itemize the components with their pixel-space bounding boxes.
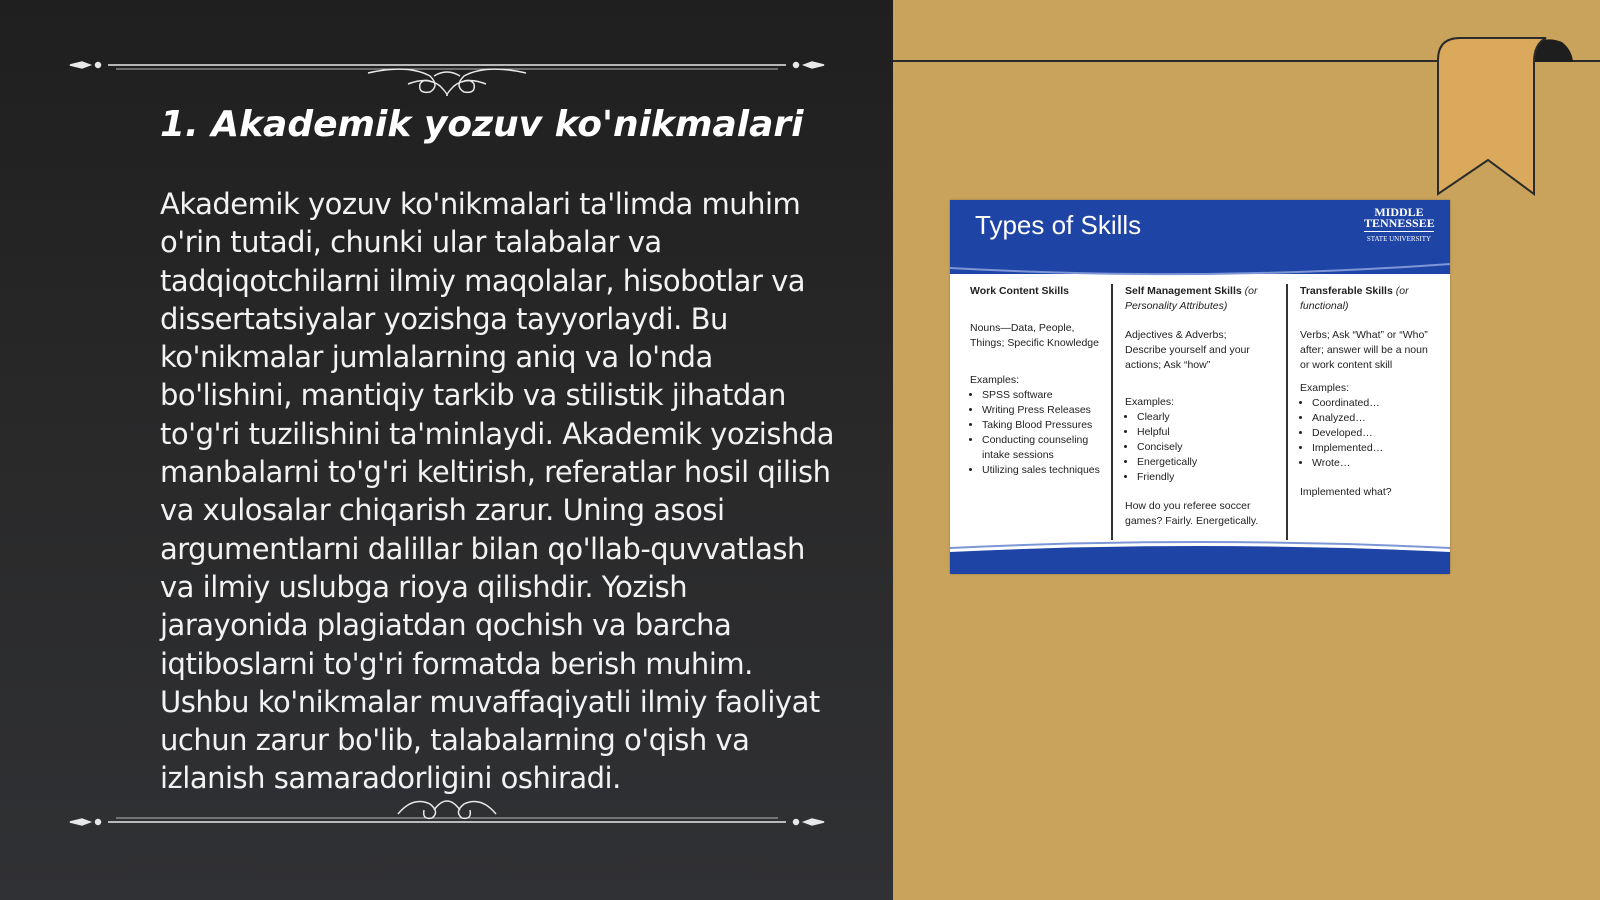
column-title: Self Management Skills bbox=[1125, 285, 1242, 297]
list-item: • Wrote… bbox=[1312, 456, 1440, 471]
examples-list bbox=[970, 388, 1110, 478]
list-item: • Implemented… bbox=[1312, 441, 1440, 456]
examples-label: Examples: bbox=[970, 374, 1020, 386]
skills-slide-image bbox=[950, 200, 1450, 574]
column-header bbox=[1125, 284, 1265, 314]
skills-column-transferable bbox=[1300, 284, 1440, 500]
column-header bbox=[1300, 284, 1440, 314]
list-item: • Developed… bbox=[1312, 426, 1440, 441]
skills-card-title: Types of Skills bbox=[975, 210, 1142, 240]
column-title-note: (or functional) bbox=[1300, 285, 1409, 312]
flourish-divider-icon bbox=[68, 46, 826, 96]
list-item: • Coordinated… bbox=[1312, 396, 1440, 411]
list-item: • Friendly bbox=[1137, 470, 1265, 485]
column-description: Adjectives & Adverbs; Describe yourself and your actions; Ask “how” bbox=[1125, 329, 1250, 371]
header-wave-icon bbox=[950, 254, 1450, 284]
column-title: Work Content Skills bbox=[970, 285, 1069, 297]
logo-line1: MIDDLE bbox=[1374, 205, 1424, 219]
logo-line2: TENNESSEE bbox=[1364, 216, 1435, 230]
list-item: • Writing Press Releases bbox=[982, 403, 1110, 418]
logo-line3: STATE UNIVERSITY bbox=[1364, 231, 1434, 245]
university-logo bbox=[1364, 207, 1434, 245]
slide-title: 1. Akademik yozuv ko'nikmalari bbox=[160, 104, 804, 145]
list-item: • Clearly bbox=[1137, 410, 1265, 425]
column-description: Verbs; Ask “What” or “Who” after; answer will be a noun or work content skill bbox=[1300, 329, 1428, 371]
skills-column-work-content bbox=[970, 284, 1110, 478]
list-item: • Helpful bbox=[1137, 425, 1265, 440]
examples-list bbox=[1125, 410, 1265, 485]
list-item: • Taking Blood Pressures bbox=[982, 418, 1110, 433]
column-footer: How do you referee soccer games? Fairly. Energetically. bbox=[1125, 500, 1259, 527]
examples-label: Examples: bbox=[1300, 382, 1350, 394]
list-item: • Concisely bbox=[1137, 440, 1265, 455]
slide-body-text: Akademik yozuv ko'nikmalari ta'limda muhim o'rin tutadi, chunki ular talabalar va tadqiqotchilarni ilmiy maqolalar, hisobotlar va dissertatsiyalar yozishga tayyorlaydi. Bu ko'nikmalar jumlalarning aniq va lo'nda bo'lishini, mantiqiy tarkib va stilistik jihatdan to'g'ri tuzilishini ta'minlaydi. Akademik yozishda manbalarni to'g'ri keltirish, referatlar hosil qilish va xulosalar chiqarish zarur. Uning asosi argumentlarni dalillar bilan qo'llab-quvvatlash va ilmiy uslubga rioya qilishdir. Yozish jarayonida plagiatdan qochish va barcha iqtiboslarni to'g'ri formatda berish muhim. Ushbu ko'nikmalar muvaffaqiyatli ilmiy faoliyat uchun zarur bo'lib, talabalarning o'qish va izlanish samaradorligini oshiradi. bbox=[160, 187, 835, 796]
footer-wave-icon bbox=[950, 540, 1450, 574]
list-item: • Analyzed… bbox=[1312, 411, 1440, 426]
list-item: • SPSS software bbox=[982, 388, 1110, 403]
column-title: Transferable Skills bbox=[1300, 285, 1393, 297]
examples-list bbox=[1300, 396, 1440, 471]
column-footer: Implemented what? bbox=[1300, 486, 1392, 498]
bookmark-ribbon-icon bbox=[1436, 36, 1574, 198]
examples-label: Examples: bbox=[1125, 396, 1175, 408]
list-item: • Energetically bbox=[1137, 455, 1265, 470]
skills-column-self-management bbox=[1125, 284, 1265, 529]
list-item: • Utilizing sales techniques bbox=[982, 463, 1110, 478]
column-divider bbox=[1286, 284, 1288, 540]
column-divider bbox=[1111, 284, 1113, 540]
flourish-divider-icon bbox=[68, 790, 826, 840]
column-title-note: (or Personality Attributes) bbox=[1125, 285, 1258, 312]
column-header bbox=[970, 284, 1110, 299]
list-item: • Conducting counseling intake sessions bbox=[982, 433, 1110, 463]
column-description: Nouns—Data, People, Things; Specific Knowledge bbox=[970, 322, 1099, 349]
